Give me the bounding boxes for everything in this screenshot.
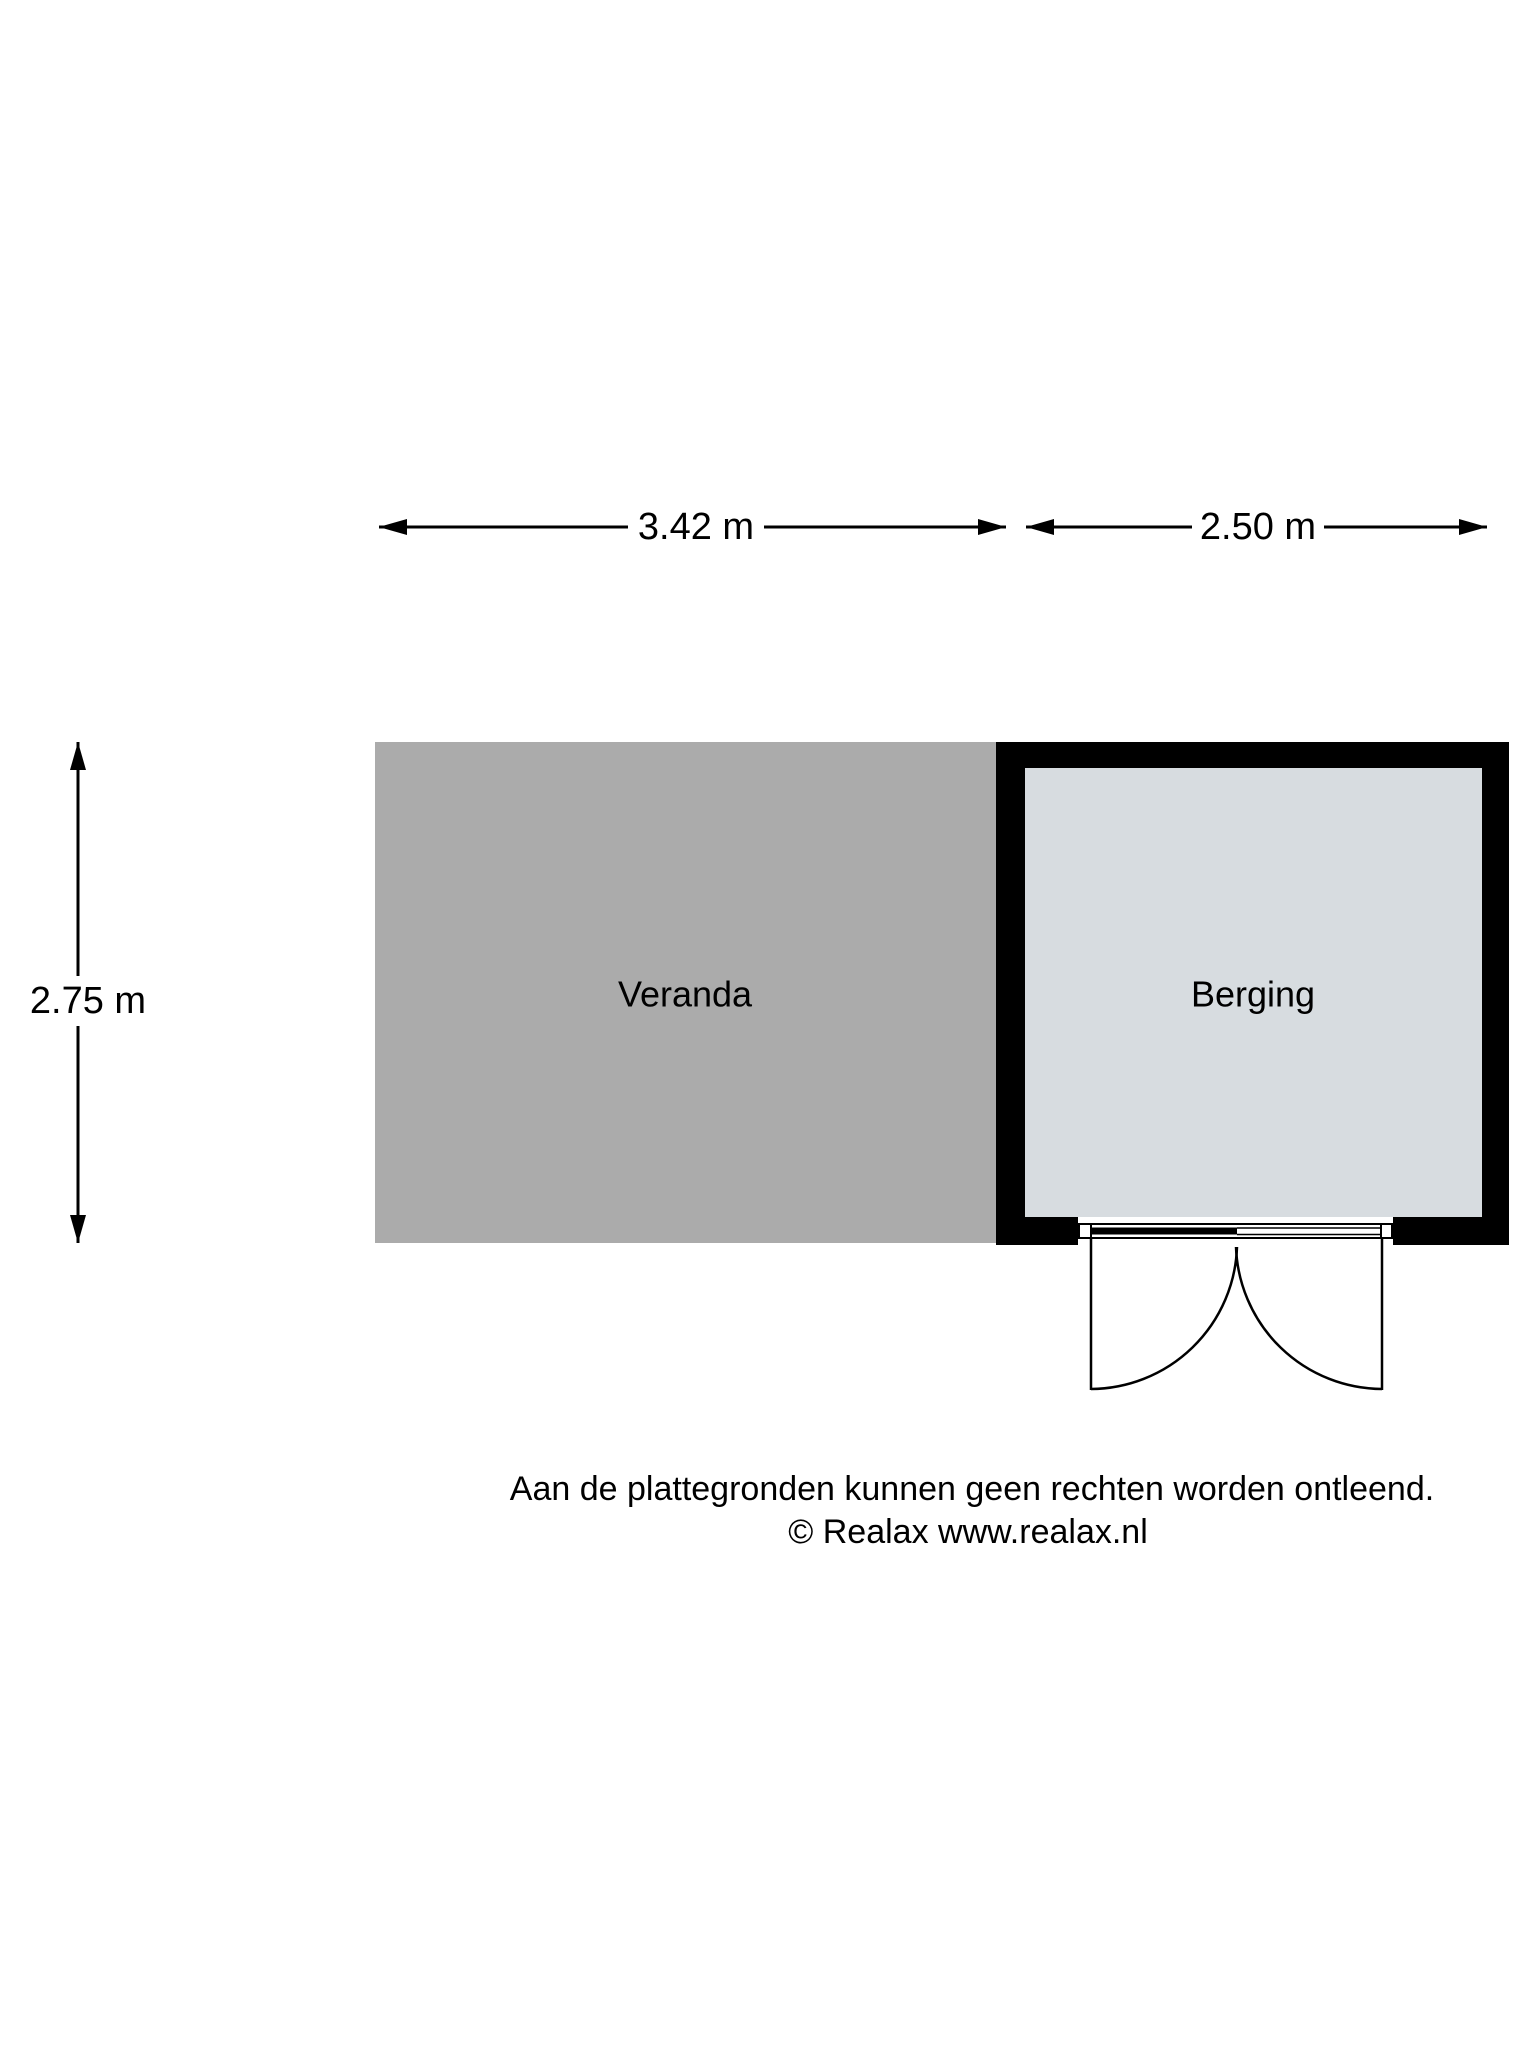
door-swing-arc-left	[1091, 1247, 1237, 1389]
room-berging	[996, 742, 1509, 1245]
door-leaf-left-closed	[1092, 1228, 1237, 1235]
arrowhead-up-icon	[70, 742, 86, 770]
dimension-veranda-width	[379, 504, 1006, 550]
arrowhead-left-icon	[1026, 519, 1054, 535]
room-label-berging: Berging	[1190, 973, 1316, 1015]
footer	[510, 1470, 1434, 1551]
disclaimer-text: Aan de plattegronden kunnen geen rechten worden ontleend.	[509, 1470, 1435, 1508]
copyright-text: © Realax www.realax.nl	[788, 1513, 1148, 1551]
arrowhead-right-icon	[1459, 519, 1487, 535]
dimension-label-veranda-width: 3.42 m	[637, 506, 755, 548]
arrowhead-left-icon	[379, 519, 407, 535]
door-swing-arc-right	[1236, 1247, 1382, 1389]
dimension-berging-width	[1026, 504, 1487, 550]
dimension-label-height: 2.75 m	[29, 980, 147, 1022]
arrowhead-right-icon	[978, 519, 1006, 535]
dimension-label-berging-width: 2.50 m	[1199, 506, 1317, 548]
dimension-height	[30, 742, 146, 1243]
room-label-veranda: Veranda	[617, 973, 753, 1015]
arrowhead-down-icon	[70, 1215, 86, 1243]
room-veranda	[375, 742, 996, 1243]
double-door	[1079, 1224, 1392, 1390]
